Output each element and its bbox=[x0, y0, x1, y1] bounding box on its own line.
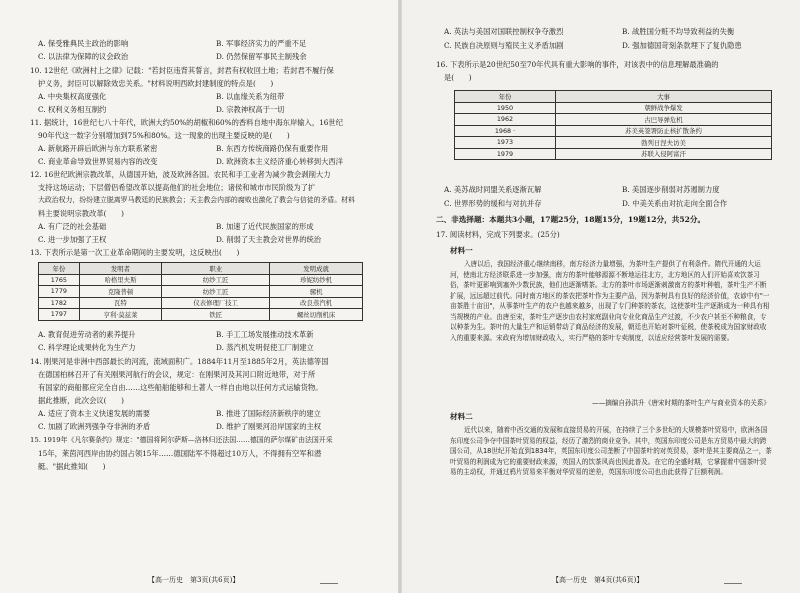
scan-mark bbox=[724, 583, 742, 584]
q12-option-b: B. 加速了近代民族国家的形成 bbox=[216, 222, 314, 231]
q16-option-c: C. 世界形势的缓和与对抗并存 bbox=[444, 199, 542, 208]
table-cell: 螺丝切削机床 bbox=[270, 309, 363, 321]
table-header-cell: 年份 bbox=[455, 91, 556, 103]
table-row bbox=[39, 286, 363, 298]
material1-text: 入唐以后，我国经济重心继续南移，南方经济力量增强，为茶叶生产提供了有利条件。隋代开通的大运河，使南北方经济联系进一步加强，南方的茶叶能够源源不断地运往北方，北方地区的人们开始喜欢饮茶习俗，茶叶更影响到塞外少数民族，他们也逐渐嗜茶。北方的茶叶市场逐渐刺激南方的茶叶种植，茶叶生产不断扩展，远远超过前代。同时南方地区的茶农把茶叶作为主要产品，因为茶树具有良好的经济价值，农谚中有"一亩茶胜十亩田"，从事茶叶生产的农户也越来越多，出现了专门种茶的茶农，这使茶叶生产逐渐成为一种具有相当规模的产业。由唐至宋，茶叶生产逐步由农村家庭副业向专业化商品生产过渡，不少农户甚至不种粮食，专以种茶为生。茶叶的大量生产和运销带动了商品经济的发展，朝廷也开始对茶叶征税，使茶税成为国家财政收入的重要来源。宋政府为增加财政收入，实行严格的茶叶专卖制度，以适应经营茶叶发展的需要。 bbox=[450, 260, 770, 342]
q15-option-a: A. 英法与美国对国联控制权争夺激烈 bbox=[444, 27, 564, 36]
q9-option-d: D. 仍然保留军事民主制残余 bbox=[216, 52, 307, 61]
table-cell: 1782 bbox=[39, 297, 80, 309]
table-cell: 1765 bbox=[39, 274, 80, 286]
q16-stem-line: 是( ) bbox=[444, 73, 472, 82]
q13-option-a: A. 教育促进劳动者的素养提升 bbox=[38, 330, 136, 339]
material1-title: 材料一 bbox=[450, 246, 473, 255]
q16-option-a: A. 美苏战时同盟关系逐渐瓦解 bbox=[444, 185, 542, 194]
q10-stem-line: 10. 12世纪《欧洲村上之律》记载："若封臣违背其誓言，封君有权收回土地；若封君不履行保 bbox=[30, 66, 334, 75]
q11-stem-line: 11. 据统计，16世纪七八十年代，欧洲大约50%的胡椒和60%的香料自地中海东岸输入，16世纪 bbox=[30, 118, 344, 127]
q10-option-c: C. 权利义务相互制约 bbox=[38, 105, 107, 114]
table-cell: 1779 bbox=[39, 286, 80, 298]
exam-page-3 bbox=[0, 0, 398, 593]
section-heading: 二、非选择题：本题共3小题，17题25分，18题15分，19题12分，共52分。 bbox=[436, 215, 706, 224]
q11-option-c: C. 商业革命导致世界贸易内容的改变 bbox=[38, 157, 158, 166]
q13-stem-line: 13. 下表所示是第一次工业革命期间的主要发明，这反映出( ) bbox=[30, 248, 240, 257]
material1-citation: ——摘编自孙洪升《唐宋时期的茶叶生产与商业资本的关系》 bbox=[592, 399, 771, 407]
table-cell: 改良蒸汽机 bbox=[270, 297, 363, 309]
table-cell: 古巴导弹危机 bbox=[556, 114, 772, 126]
q14-option-a: A. 适应了资本主义快速发展的需要 bbox=[38, 409, 151, 418]
q12-option-c: C. 进一步加强了王权 bbox=[38, 235, 107, 244]
q12-stem-line: 大政治权力，纷纷建立脱离罗马教廷的民族教会；天主教会内部的腐败也激化了教会与信徒的矛盾。材料 bbox=[38, 196, 355, 204]
table-cell: 勃列日涅夫访美 bbox=[556, 137, 772, 149]
q10-option-a: A. 中央集权高度强化 bbox=[38, 92, 107, 101]
q14-option-b: B. 推进了国际经济新秩序的建立 bbox=[216, 409, 321, 418]
table-row bbox=[455, 114, 772, 126]
table-header-cell: 年份 bbox=[39, 263, 80, 275]
table-row bbox=[39, 297, 363, 309]
q12-stem-line: 支持这场运动；下层僧侣希望改革以提高他们的社会地位；诸侯和城市市民阶级为了扩 bbox=[38, 183, 316, 192]
scan-mark bbox=[320, 583, 338, 584]
q14-stem-line: 有国家的商船都应完全自由……这些船舶能够和土著人一样自由地以任何方式运输货物。 bbox=[38, 383, 323, 392]
page-footer: 【高一历史 第4页(共6页)】 bbox=[552, 576, 644, 584]
q9-option-c: C. 以法律为保障的议会政治 bbox=[38, 52, 129, 61]
table-cell: 1797 bbox=[39, 309, 80, 321]
q11-option-b: B. 东西方传统商路仍保有重要作用 bbox=[216, 144, 329, 153]
table-header-cell: 大事 bbox=[556, 91, 772, 103]
q12-option-a: A. 有广泛的社会基础 bbox=[38, 222, 107, 231]
table-cell: 瓦特 bbox=[79, 297, 162, 309]
table-row bbox=[455, 125, 772, 137]
q9-option-b: B. 军事经济实力的严重不足 bbox=[216, 39, 307, 48]
table-row bbox=[39, 309, 363, 321]
q14-stem-line: 在德国柏林召开了有关刚果河航行的会议，规定：在刚果河及其河口附近地带，对于所 bbox=[38, 370, 316, 379]
q12-option-d: D. 削弱了天主教会对世界的统治 bbox=[216, 235, 322, 244]
q12-stem-line: 料主要说明宗教改革( ) bbox=[38, 209, 124, 218]
table-dot-mark: · bbox=[513, 126, 516, 135]
table-cell: 苏联入侵阿富汗 bbox=[556, 148, 772, 160]
table-cell: 1950 bbox=[455, 102, 556, 114]
q11-option-a: A. 新航路开辟后欧洲与东方联系紧密 bbox=[38, 144, 158, 153]
table-row bbox=[39, 274, 363, 286]
q16-option-d: D. 中美关系由对抗走向全面合作 bbox=[622, 199, 728, 208]
q15-stem-line: 15年，莱茵河西岸由协约国占领15年……德国陆军不得超过10万人，不得拥有空军和潜 bbox=[38, 449, 322, 458]
table-cell: 珍妮纺纱机 bbox=[270, 274, 363, 286]
inventions-table bbox=[38, 262, 363, 321]
table-cell: 哈格里夫斯 bbox=[79, 274, 162, 286]
table-cell: 朝鲜战争爆发 bbox=[556, 102, 772, 114]
q15-option-b: B. 战胜国分赃不均导致利益的失衡 bbox=[622, 27, 735, 36]
q16-option-b: B. 美国逐步削弱对苏遏制力度 bbox=[622, 185, 720, 194]
table-cell: 仪表修理厂技工 bbox=[162, 297, 270, 309]
q9-option-a: A. 保受雅典民主政治的影响 bbox=[38, 39, 129, 48]
table-cell: 1979 bbox=[455, 148, 556, 160]
q15-stem-line: 15. 1919年《凡尔赛条约》规定："德国将阿尔萨斯—洛林归还法国……德国的萨尔煤矿由法国开采 bbox=[30, 436, 333, 444]
table-cell: 1973 bbox=[455, 137, 556, 149]
table-cell bbox=[455, 125, 556, 137]
q17-stem-line: 17. 阅读材料，完成下列要求。(25分) bbox=[436, 230, 560, 239]
material2-title: 材料二 bbox=[450, 412, 473, 421]
table-header-cell: 发明成就 bbox=[270, 263, 363, 275]
q13-option-b: B. 手工工场发展推动技术革新 bbox=[216, 330, 314, 339]
table-cell: 骡机 bbox=[270, 286, 363, 298]
q13-option-d: D. 蒸汽机发明促使工厂制建立 bbox=[216, 343, 314, 352]
q15-stem-line: 艇。"据此推知( ) bbox=[38, 462, 106, 471]
table-cell-text: 1968 bbox=[494, 126, 512, 135]
exam-page-4 bbox=[402, 0, 800, 593]
q11-stem-line: 90年代这一数字分别增加到75%和80%。这一现象的出现主要反映的是( ) bbox=[38, 131, 290, 140]
table-cell: 苏美英签署防止核扩散条约 bbox=[556, 125, 772, 137]
q10-stem-line: 护义务，封臣可以解除效忠关系。"材料说明西欧封建制度的特点是( ) bbox=[38, 79, 274, 88]
material2-text: 近代以来，随着中西交通的发展和直接贸易的开展，在持续了三个多世纪的大规模茶叶贸易中，欧洲各国东印度公司争夺中国茶叶贸易的权益，经历了激烈的商业竞争。其中，英国东印度公司是东方贸易中最大的跨国公司，从18世纪开始直到1834年，英国东印度公司垄断了中国茶叶的对英贸易，茶叶是其主要商品之一，茶叶贸易的利润成为它的重要财政来源，英国人的饮茶风尚也因此普及。在它的全盛时期，它掌握着中国茶叶贸易的主动权，并通过鸦片贸易来平衡对华贸易的逆差，英国东印度公司也由此获得了巨额利润。 bbox=[450, 426, 772, 476]
table-row bbox=[455, 148, 772, 160]
table-header-cell: 职业 bbox=[162, 263, 270, 275]
table-cell: 纺纱工匠 bbox=[162, 286, 270, 298]
q15-option-d: D. 强加德国苛刻条款埋下了复仇隐患 bbox=[622, 41, 742, 50]
q12-stem-line: 12. 16世纪欧洲宗教改革，从德国开始，波及欧洲各国。农民和手工业者为减少教会剥削大力 bbox=[30, 170, 331, 179]
q10-option-b: B. 以血缘关系为纽带 bbox=[216, 92, 285, 101]
table-cell: 克隆普顿 bbox=[79, 286, 162, 298]
events-table bbox=[454, 90, 772, 160]
q14-stem-line: 14. 刚果河是非洲中西部最长的河流，流域面积广。1884年11月至1885年2月，英法德等国 bbox=[30, 357, 329, 366]
page-footer: 【高一历史 第3页(共6页)】 bbox=[148, 576, 240, 584]
table-header-row bbox=[39, 263, 363, 275]
table-cell: 1962 bbox=[455, 114, 556, 126]
q15-option-c: C. 民族自决原则与殖民主义矛盾加剧 bbox=[444, 41, 564, 50]
q14-option-c: C. 加剧了欧洲列强争夺非洲的矛盾 bbox=[38, 422, 151, 431]
q16-stem-line: 16. 下表所示是20世纪50至70年代具有重大影响的事件，对该表中的信息理解最准确的 bbox=[436, 60, 719, 69]
q14-stem-line: 据此推断，此次会议( ) bbox=[38, 396, 124, 405]
table-header-row bbox=[455, 91, 772, 103]
table-cell: 铁匠 bbox=[162, 309, 270, 321]
table-cell: 纺纱工匠 bbox=[162, 274, 270, 286]
table-header-cell: 发明者 bbox=[79, 263, 162, 275]
table-row bbox=[455, 137, 772, 149]
q13-option-c: C. 科学理论成果转化为生产力 bbox=[38, 343, 136, 352]
table-row bbox=[455, 102, 772, 114]
q10-option-d: D. 宗教神权高于一切 bbox=[216, 105, 285, 114]
q14-option-d: D. 维护了刚果河沿岸国家的主权 bbox=[216, 422, 322, 431]
q11-option-d: D. 欧洲资本主义经济重心转移到大西洋 bbox=[216, 157, 343, 166]
table-cell: 亨利·莫兹莱 bbox=[79, 309, 162, 321]
